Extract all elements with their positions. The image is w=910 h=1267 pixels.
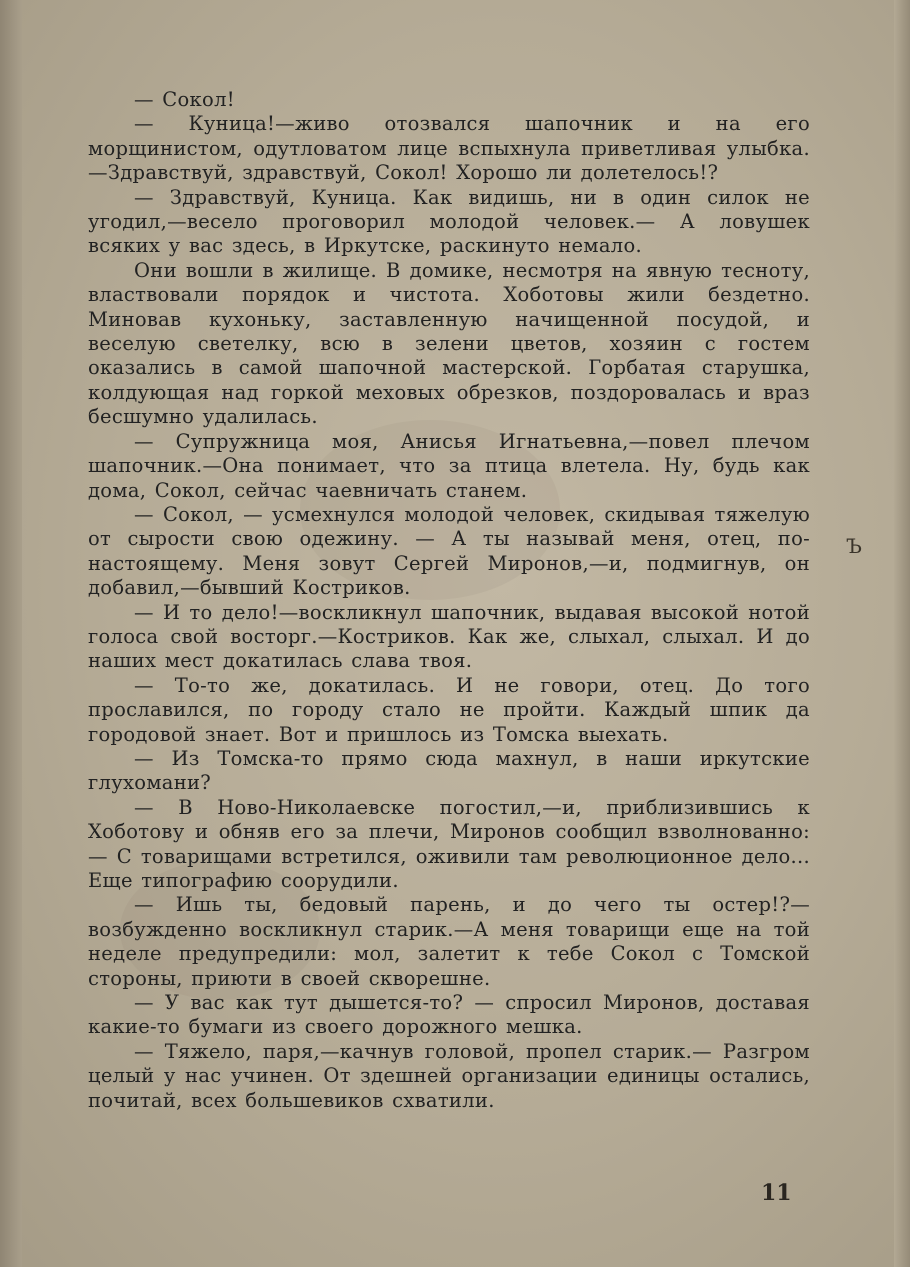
paragraph: — Здравствуй, Куница. Как видишь, ни в один силок не угодил,—весело проговорил молодой человек.— А ловушек всяких у вас здесь, в Иркутске, раскинуто немало.: [88, 185, 810, 258]
paragraph: — Из Томска-то прямо сюда махнул, в наши иркутские глухомани?: [88, 746, 810, 795]
paragraph: — В Ново-Николаевске погостил,—и, приблизившись к Хоботову и обняв его за плечи, Миронов сообщил взволнованно:— С товарищами встретился, оживили там революционное дело... Еще типографию соорудили.: [88, 795, 810, 892]
page-edge-right: [894, 0, 910, 1267]
paragraph: — Сокол!: [134, 88, 235, 111]
paragraph: — То-то же, докатилась. И не говори, отец. До того прославился, по городу стало не пройти. Каждый шпик да городовой знает. Вот и пришлось из Томска выехать.: [88, 673, 810, 746]
margin-mark: Ъ: [846, 534, 862, 558]
page-number: 11: [761, 1180, 792, 1206]
paragraph: — Тяжело, паря,—качнув головой, пропел старик.— Разгром целый у нас учинен. От здешней организации единицы остались, почитай, всех большевиков схватили.: [88, 1039, 810, 1112]
paragraph: — Сокол, — усмехнулся молодой человек, скидывая тяжелую от сырости свою одежину. — А ты называй меня, отец, по-настоящему. Меня зовут Сергей Миронов,—и, подмигнув, он добавил,—бывший Костриков.: [88, 502, 810, 600]
paragraph: — Супружница моя, Анисья Игнатьевна,—повел плечом шапочник.—Она понимает, что за птица влетела. Ну, будь как дома, Сокол, сейчас чаевничать станем.: [88, 429, 810, 502]
body-text: [88, 88, 810, 1113]
paragraph: Они вошли в жилище. В домике, несмотря на явную тесноту, властвовали порядок и чистота. Хоботовы жили бездетно. Миновав кухоньку, заставленную начищенной посудой, и веселую светелку, всю в зелени цветов, хозяин с гостем оказались в самой шапочной мастерской. Горбатая старушка, колдующая над горкой меховых обрезков, поздоровалась и враз бесшумно удалилась.: [88, 258, 810, 429]
paragraph: — И то дело!—воскликнул шапочник, выдавая высокой нотой голоса свой восторг.—Костриков. Как же, слыхал, слыхал. И до наших мест докатилась слава твоя.: [88, 600, 810, 673]
page-edge-left: [0, 0, 22, 1267]
paragraph: — Ишь ты, бедовый парень, и до чего ты остер!?— возбужденно воскликнул старик.—А меня товарищи еще на той неделе предупредили: мол, залетит к тебе Сокол с Томской стороны, приюти в своей скворешне.: [88, 893, 810, 990]
paragraph: — Куница!—живо отозвался шапочник и на его морщинистом, одутловатом лице вспыхнула приветливая улыбка.—Здравствуй, здравствуй, Сокол! Хорошо ли долетелось!?: [88, 112, 810, 185]
paragraph: — У вас как тут дышется-то? — спросил Миронов, доставая какие-то бумаги из своего дорожного мешка.: [88, 991, 810, 1039]
